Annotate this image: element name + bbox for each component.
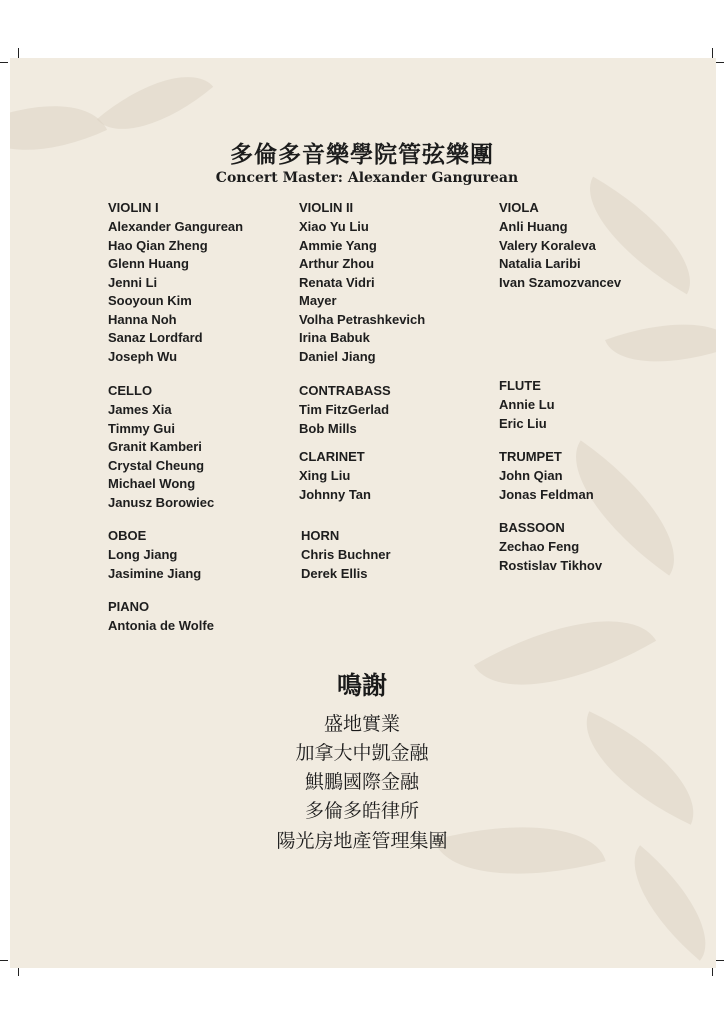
orchestra-title-chinese: 多倫多音樂學院管弦樂團 [230, 142, 494, 168]
musician-name: Bob Mills [299, 420, 357, 436]
section-oboe [108, 526, 201, 583]
musician-name: Chris Buchner [301, 547, 391, 562]
musician-name: Crystal Cheung [108, 457, 205, 473]
musician-name: Janusz Borowiec [108, 494, 215, 510]
leaf-shadow-decoration [605, 299, 716, 387]
concert-master-subtitle: Concert Master: Alexander Gangurean [215, 170, 519, 186]
musician-name: Sooyoun Kim [108, 293, 192, 308]
musician-name: Jonas Feldman [499, 486, 594, 502]
musician-name: Xing Liu [299, 468, 351, 483]
crop-mark [0, 960, 8, 961]
musician-name: Ammie Yang [299, 237, 377, 253]
sponsor-name: 鯕鵬國際金融 [304, 771, 419, 793]
section-heading: CLARINET [299, 449, 365, 464]
musician-name: Annie Lu [499, 397, 555, 412]
section-heading: VIOLA [499, 200, 539, 215]
crop-mark [716, 62, 724, 63]
musician-name: Alexander Gangurean [108, 219, 244, 234]
section-heading: VIOLIN I [108, 200, 159, 215]
crop-mark [712, 48, 713, 58]
musician-name: Long Jiang [108, 547, 178, 562]
section-heading: CONTRABASS [299, 383, 391, 398]
musician-name: Jenni Li [108, 274, 158, 290]
section-heading: VIOLIN II [299, 200, 354, 215]
section-flute [499, 376, 555, 433]
section-cello [108, 381, 214, 512]
musician-name: Irina Babuk [299, 330, 370, 345]
musician-name: Zechao Feng [499, 539, 580, 554]
musician-name: Antonia de Wolfe [108, 618, 214, 633]
section-trumpet [499, 447, 594, 504]
section-contrabass [299, 381, 391, 438]
musician-name: Glenn Huang [108, 256, 189, 271]
section-heading: TRUMPET [499, 449, 562, 464]
section-heading: PIANO [108, 599, 150, 614]
musician-name: Natalia Laribi [499, 256, 581, 271]
section-violin-1 [108, 198, 243, 366]
musician-name: Tim FitzGerlad [299, 402, 390, 417]
section-clarinet [299, 447, 371, 504]
acknowledgements-heading: 鳴謝 [336, 671, 387, 700]
musician-name: Rostislav Tikhov [499, 557, 603, 573]
section-heading: BASSOON [499, 520, 565, 535]
crop-mark [0, 62, 8, 63]
musician-name: Derek Ellis [301, 565, 368, 581]
section-heading: CELLO [108, 383, 153, 398]
musician-name: Sanaz Lordfard [108, 330, 203, 345]
musician-name: Hanna Noh [108, 311, 177, 327]
section-heading: FLUTE [499, 378, 541, 393]
crop-mark [18, 48, 19, 58]
musician-name: James Xia [108, 402, 172, 417]
musician-name: Michael Wong [108, 476, 196, 491]
musician-name: Ivan Szamozvancev [499, 274, 622, 290]
musician-name: Eric Liu [499, 415, 547, 431]
leaf-shadow-decoration [608, 845, 716, 960]
musician-name: Johnny Tan [299, 486, 371, 502]
sponsor-name: 加拿大中凱金融 [295, 742, 429, 764]
musician-name: Anli Huang [499, 219, 568, 234]
section-bassoon [499, 518, 602, 575]
musician-name: Joseph Wu [108, 348, 178, 364]
section-heading: HORN [301, 528, 340, 543]
section-viola [499, 198, 621, 292]
musician-name: Hao Qian Zheng [108, 237, 208, 253]
musician-name: John Qian [499, 468, 563, 483]
sponsor-name: 多倫多皓律所 [304, 800, 419, 822]
musician-name: Renata Vidri [299, 274, 375, 290]
sponsor-name: 盛地實業 [323, 713, 400, 735]
musician-name: Volha Petrashkevich [299, 311, 426, 327]
sponsor-name: 陽光房地產管理集團 [276, 830, 448, 852]
musician-name: Timmy Gui [108, 420, 175, 436]
musician-name: Mayer [299, 293, 337, 308]
musician-name: Jasimine Jiang [108, 565, 202, 581]
musician-name: Valery Koraleva [499, 237, 596, 253]
musician-name: Xiao Yu Liu [299, 219, 369, 234]
section-piano [108, 597, 214, 636]
section-horn [301, 526, 391, 583]
leaf-shadow-decoration [474, 580, 656, 726]
musician-name: Daniel Jiang [299, 348, 376, 364]
section-heading: OBOE [108, 528, 147, 543]
musician-name: Granit Kamberi [108, 439, 202, 454]
crop-mark [716, 960, 724, 961]
section-violin-2 [299, 198, 425, 366]
musician-name: Arthur Zhou [299, 256, 375, 271]
